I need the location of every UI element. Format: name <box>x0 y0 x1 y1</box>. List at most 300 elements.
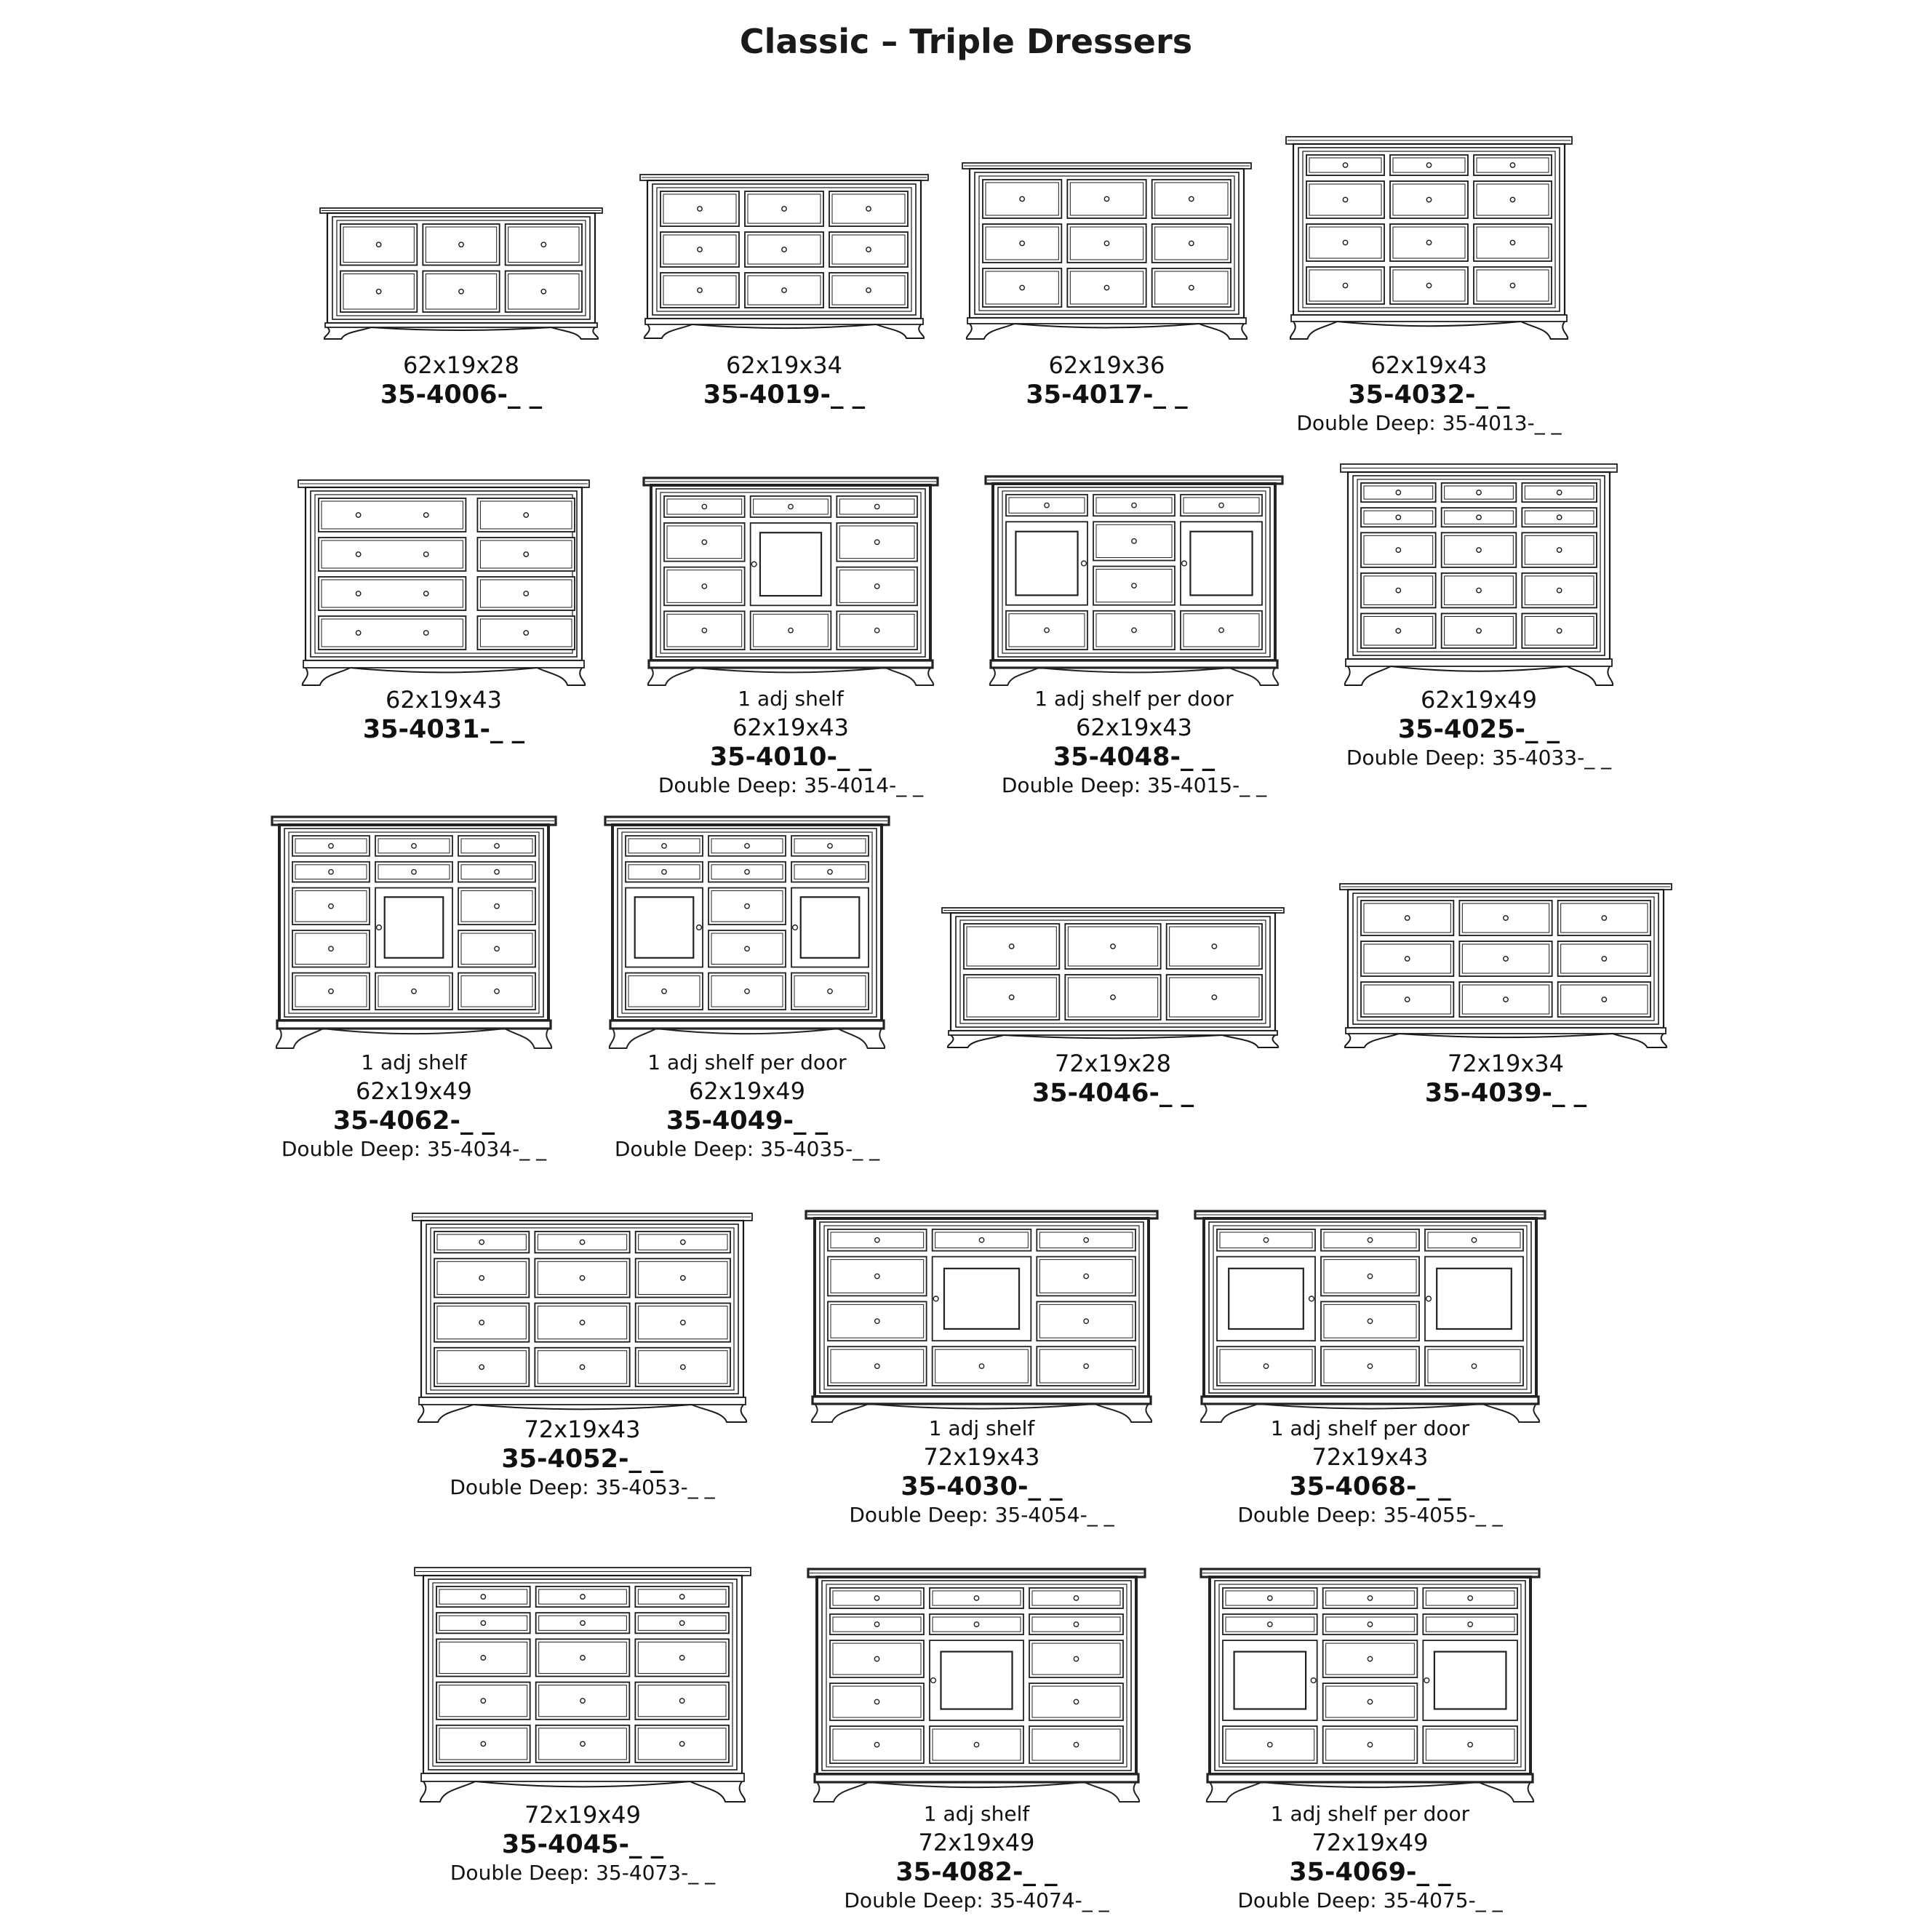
product-sku: 35-4039-_ _ <box>1424 1079 1587 1108</box>
drawer-knob-icon <box>1368 1319 1372 1323</box>
drawer-knob-icon <box>866 207 871 211</box>
drawer-knob-icon <box>828 869 832 874</box>
drawer-knob-icon <box>702 504 706 508</box>
product-dimensions: 62x19x49 <box>688 1077 806 1105</box>
drawer-knob-icon <box>1368 1274 1372 1278</box>
drawer-knob-icon <box>1368 1238 1372 1242</box>
product-caption <box>1240 351 1618 436</box>
product-sku: 35-4082-_ _ <box>895 1858 1058 1887</box>
drawer-knob-icon <box>1009 995 1013 999</box>
drawer-knob-icon <box>1368 1742 1372 1747</box>
drawer-knob-icon <box>1477 548 1481 552</box>
drawer-knob-icon <box>875 1364 879 1368</box>
drawer-knob-icon <box>1368 1622 1372 1626</box>
door-knob-icon <box>751 562 757 567</box>
dresser-legs <box>303 668 585 685</box>
product-item <box>986 476 1282 685</box>
drawer-knob-icon <box>875 1274 879 1278</box>
drawer-knob-icon <box>1268 1742 1272 1747</box>
drawer-knob-icon <box>979 1364 983 1368</box>
dresser-drawing <box>320 208 602 339</box>
product-caption <box>793 1415 1171 1528</box>
drawer-knob-icon <box>1268 1596 1272 1600</box>
product-double-deep: Double Deep: 35-4074-_ _ <box>844 1888 1109 1912</box>
drawer-knob-icon <box>495 869 499 874</box>
drawer-knob-icon <box>479 1276 484 1280</box>
dresser-legs <box>324 327 598 339</box>
drawer-knob-icon <box>541 242 546 247</box>
product-dimensions: 72x19x49 <box>1312 1829 1429 1856</box>
drawer-knob-icon <box>412 844 416 848</box>
product-note: 1 adj shelf per door <box>647 1050 847 1074</box>
product-item <box>298 480 589 685</box>
door-knob-icon <box>1082 561 1087 566</box>
dresser-base <box>610 1021 884 1029</box>
drawer-knob-icon <box>459 290 463 294</box>
drawer-knob-icon <box>1074 1596 1078 1600</box>
drawer-knob-icon <box>580 1594 585 1599</box>
drawer-knob-icon <box>1264 1238 1268 1242</box>
drawer-knob-icon <box>479 1240 484 1244</box>
drawer-knob-icon <box>1396 490 1400 495</box>
dresser-drawing <box>1195 1211 1545 1422</box>
door <box>1181 522 1262 604</box>
drawer-knob-icon <box>874 1622 879 1626</box>
drawer-knob-icon <box>524 552 528 556</box>
dresser-legs <box>644 324 924 338</box>
product-note: 1 adj shelf per door <box>1270 1416 1470 1440</box>
drawer-knob-icon <box>412 989 416 994</box>
product-item <box>1195 1211 1545 1422</box>
drawer-knob-icon <box>356 591 360 596</box>
drawer-knob-icon <box>1557 628 1561 633</box>
product-dimensions: 62x19x49 <box>1420 686 1538 714</box>
drawer-knob-icon <box>1396 548 1400 552</box>
drawer-knob-icon <box>329 869 333 874</box>
product-sku: 35-4069-_ _ <box>1289 1858 1451 1887</box>
drawer-knob-icon <box>874 628 879 632</box>
product-sku: 35-4046-_ _ <box>1031 1079 1194 1108</box>
product-double-deep: Double Deep: 35-4033-_ _ <box>1346 746 1612 770</box>
product-item <box>806 1211 1157 1422</box>
dresser-drawing <box>808 1569 1145 1802</box>
product-dimensions: 72x19x43 <box>524 1416 641 1443</box>
product-sku: 35-4032-_ _ <box>1348 380 1510 410</box>
drawer-knob-icon <box>1405 916 1409 920</box>
door <box>751 523 831 605</box>
drawer-knob-icon <box>424 552 428 556</box>
drawer-knob-icon <box>1468 1742 1472 1747</box>
product-item <box>1286 137 1572 339</box>
drawer-knob-icon <box>1602 997 1606 1002</box>
drawer-knob-icon <box>1189 196 1194 201</box>
drawer-knob-icon <box>698 247 702 252</box>
dresser-drawing <box>412 1213 752 1422</box>
door-knob-icon <box>697 925 702 930</box>
dresser-drawing <box>1286 137 1572 339</box>
drawer-knob-icon <box>1020 241 1024 245</box>
dresser-base <box>645 319 923 324</box>
drawer-knob-icon <box>495 989 499 994</box>
drawer-knob-icon <box>1504 957 1508 961</box>
drawer-knob-icon <box>1264 1364 1268 1368</box>
drawer-knob-icon <box>681 1240 685 1244</box>
drawer-knob-icon <box>1045 503 1049 507</box>
product-caption <box>394 1415 772 1501</box>
drawer-knob-icon <box>1396 515 1400 519</box>
drawer <box>319 577 466 610</box>
product-sku: 35-4068-_ _ <box>1289 1472 1451 1501</box>
drawer-knob-icon <box>1111 944 1115 949</box>
drawer-knob-icon <box>1104 196 1109 201</box>
drawer-knob-icon <box>698 207 702 211</box>
door-knob-icon <box>1311 1678 1316 1683</box>
product-dimensions: 62x19x34 <box>725 351 843 379</box>
dresser-base <box>649 660 933 668</box>
drawer-knob-icon <box>1212 995 1216 999</box>
drawer-knob-icon <box>679 1656 684 1660</box>
drawer-knob-icon <box>481 1699 485 1703</box>
product-item <box>1341 464 1617 685</box>
drawer-knob-icon <box>875 1238 879 1242</box>
drawer-knob-icon <box>789 628 793 632</box>
product-sku: 35-4062-_ _ <box>332 1106 495 1135</box>
drawer-knob-icon <box>329 904 333 909</box>
product-sku: 35-4019-_ _ <box>703 380 866 410</box>
product-sku: 35-4049-_ _ <box>666 1106 829 1135</box>
product-dimensions: 72x19x34 <box>1447 1050 1565 1077</box>
drawer-knob-icon <box>1477 628 1481 633</box>
drawer-knob-icon <box>1510 240 1514 244</box>
drawer-knob-icon <box>1132 628 1136 632</box>
drawer-knob-icon <box>1084 1364 1088 1368</box>
product-caption <box>945 685 1323 799</box>
dresser-drawing <box>640 175 928 338</box>
door-knob-icon <box>1426 1296 1432 1301</box>
drawer-knob-icon <box>1045 628 1049 632</box>
drawer-knob-icon <box>412 869 416 874</box>
drawer-knob-icon <box>481 1621 485 1625</box>
drawer-knob-icon <box>1009 944 1013 949</box>
door-knob-icon <box>1424 1678 1429 1683</box>
drawer-knob-icon <box>874 504 879 508</box>
drawer-knob-icon <box>782 207 786 211</box>
drawer-knob-icon <box>1368 1596 1372 1600</box>
drawer-knob-icon <box>479 1320 484 1325</box>
drawer-knob-icon <box>1602 957 1606 961</box>
dresser-legs <box>1207 1782 1533 1802</box>
door <box>626 888 703 967</box>
drawer-knob-icon <box>1396 588 1400 592</box>
product-item <box>640 175 928 338</box>
drawer-knob-icon <box>1020 196 1024 201</box>
dresser-drawing <box>806 1211 1157 1422</box>
dresser-base <box>1346 1028 1666 1034</box>
product-double-deep: Double Deep: 35-4015-_ _ <box>1001 773 1267 797</box>
product-dimensions: 72x19x49 <box>918 1829 1035 1856</box>
drawer-knob-icon <box>1268 1622 1272 1626</box>
drawer-knob-icon <box>356 552 360 556</box>
dresser-drawing <box>298 480 589 685</box>
drawer-knob-icon <box>1468 1596 1472 1600</box>
drawer-knob-icon <box>1084 1238 1088 1242</box>
door-knob-icon <box>377 925 382 930</box>
product-note: 1 adj shelf per door <box>1270 1802 1470 1826</box>
product-caption <box>595 351 973 410</box>
dresser-legs <box>610 1029 885 1048</box>
drawer-knob-icon <box>1426 283 1431 287</box>
drawer-knob-icon <box>875 1319 879 1323</box>
drawer-knob-icon <box>1557 515 1561 519</box>
drawer-knob-icon <box>329 946 333 951</box>
product-item <box>1201 1569 1539 1802</box>
product-dimensions: 62x19x28 <box>402 351 520 379</box>
drawer-knob-icon <box>1212 944 1216 949</box>
drawer <box>319 616 466 650</box>
drawer-knob-icon <box>1426 240 1431 244</box>
drawer-knob-icon <box>580 1365 584 1369</box>
product-dimensions: 62x19x43 <box>732 714 850 741</box>
drawer-knob-icon <box>782 288 786 292</box>
drawer-knob-icon <box>702 584 706 588</box>
drawer-knob-icon <box>580 1240 584 1244</box>
product-sku: 35-4006-_ _ <box>380 380 543 410</box>
door-knob-icon <box>1309 1296 1314 1301</box>
drawer-knob-icon <box>789 504 793 508</box>
product-note: 1 adj shelf <box>738 687 844 711</box>
drawer-knob-icon <box>828 844 832 848</box>
door <box>1425 1257 1523 1341</box>
product-sku: 35-4031-_ _ <box>362 715 525 744</box>
product-caption <box>918 351 1296 410</box>
product-item <box>272 817 556 1048</box>
product-double-deep: Double Deep: 35-4054-_ _ <box>849 1503 1114 1527</box>
drawer-knob-icon <box>662 844 666 848</box>
drawer-knob-icon <box>1132 503 1136 507</box>
drawer-knob-icon <box>1104 285 1109 290</box>
product-item <box>1340 884 1672 1047</box>
product-double-deep: Double Deep: 35-4035-_ _ <box>614 1137 880 1161</box>
dresser-drawing <box>272 817 556 1048</box>
drawer-knob-icon <box>1074 1622 1078 1626</box>
drawer-knob-icon <box>866 247 871 252</box>
drawer-knob-icon <box>1510 163 1514 167</box>
drawer-knob-icon <box>495 904 499 909</box>
dresser-legs <box>990 668 1278 685</box>
drawer-knob-icon <box>1343 197 1347 201</box>
dresser-base <box>813 1397 1151 1404</box>
drawer-knob-icon <box>681 1276 685 1280</box>
product-dimensions: 72x19x43 <box>1312 1443 1429 1471</box>
product-double-deep: Double Deep: 35-4034-_ _ <box>281 1137 547 1161</box>
drawer-knob-icon <box>874 1742 879 1747</box>
door <box>1006 522 1087 604</box>
product-sku: 35-4030-_ _ <box>901 1472 1063 1501</box>
dresser-base <box>991 660 1277 668</box>
drawer-knob-icon <box>459 242 463 247</box>
dresser-legs <box>276 1029 551 1048</box>
drawer-knob-icon <box>580 1656 585 1660</box>
drawer-knob-icon <box>424 513 428 517</box>
product-double-deep: Double Deep: 35-4053-_ _ <box>450 1475 715 1499</box>
drawer-knob-icon <box>524 513 528 517</box>
door-knob-icon <box>1182 561 1187 566</box>
drawer-knob-icon <box>974 1596 978 1600</box>
drawer-knob-icon <box>479 1365 484 1369</box>
dresser-base <box>419 1397 746 1405</box>
drawer-knob-icon <box>1472 1238 1476 1242</box>
drawer-knob-icon <box>1343 283 1347 287</box>
dresser-base <box>421 1773 744 1781</box>
product-item <box>644 478 938 685</box>
dresser-legs <box>967 324 1247 339</box>
drawer-knob-icon <box>1472 1364 1476 1368</box>
product-dimensions: 62x19x43 <box>385 686 503 714</box>
drawer-knob-icon <box>1343 240 1347 244</box>
drawer-knob-icon <box>1426 197 1431 201</box>
dresser-legs <box>1345 666 1613 685</box>
product-caption <box>1317 1049 1695 1109</box>
drawer-knob-icon <box>481 1594 485 1599</box>
drawer-knob-icon <box>974 1622 978 1626</box>
drawer-knob-icon <box>702 540 706 544</box>
dresser-drawing <box>1201 1569 1539 1802</box>
door <box>791 888 869 967</box>
drawer-knob-icon <box>745 989 749 994</box>
product-dimensions: 62x19x49 <box>355 1077 473 1105</box>
drawer-knob-icon <box>1510 283 1514 287</box>
drawer-knob-icon <box>681 1320 685 1325</box>
drawer-knob-icon <box>1084 1274 1088 1278</box>
drawer-knob-icon <box>424 591 428 596</box>
drawer-knob-icon <box>874 1656 879 1661</box>
drawer-knob-icon <box>1074 1656 1078 1661</box>
drawer-knob-icon <box>376 290 380 294</box>
product-dimensions: 62x19x43 <box>1075 714 1193 741</box>
product-double-deep: Double Deep: 35-4073-_ _ <box>450 1861 716 1885</box>
dresser-legs <box>1290 322 1568 339</box>
door-knob-icon <box>933 1296 938 1301</box>
product-caption <box>394 1800 772 1886</box>
drawer-knob-icon <box>679 1621 684 1625</box>
product-item <box>808 1569 1145 1802</box>
dresser-legs <box>420 1781 745 1802</box>
product-caption <box>924 1049 1302 1109</box>
door-knob-icon <box>931 1678 936 1683</box>
drawer-knob-icon <box>874 1699 879 1704</box>
dresser-base <box>1346 659 1612 666</box>
product-item <box>415 1568 751 1802</box>
drawer-knob-icon <box>662 869 666 874</box>
product-caption <box>1181 1800 1560 1914</box>
product-caption <box>272 351 650 410</box>
product-sku: 35-4010-_ _ <box>709 743 872 772</box>
dresser-drawing <box>644 478 938 685</box>
drawer-knob-icon <box>1405 957 1409 961</box>
drawer-knob-icon <box>874 1596 879 1600</box>
dresser-legs <box>648 668 933 685</box>
door <box>1217 1257 1315 1341</box>
drawer-knob-icon <box>1557 490 1561 495</box>
drawer-knob-icon <box>979 1238 983 1242</box>
drawer-knob-icon <box>1504 916 1508 920</box>
drawer-knob-icon <box>1477 515 1481 519</box>
drawer-knob-icon <box>698 288 702 292</box>
dresser-base <box>1208 1774 1533 1782</box>
dresser-base <box>1291 315 1567 322</box>
drawer-knob-icon <box>1557 548 1561 552</box>
product-sku: 35-4025-_ _ <box>1397 715 1560 744</box>
product-sku: 35-4052-_ _ <box>501 1445 663 1474</box>
drawer-knob-icon <box>828 989 832 994</box>
product-double-deep: Double Deep: 35-4075-_ _ <box>1237 1888 1503 1912</box>
drawer-knob-icon <box>541 290 546 294</box>
drawer-knob-icon <box>1368 1364 1372 1368</box>
drawer-knob-icon <box>1405 997 1409 1002</box>
dresser-drawing <box>942 908 1284 1047</box>
dresser-drawing <box>605 817 889 1048</box>
drawer-knob-icon <box>745 904 749 909</box>
dresser-legs <box>1345 1034 1666 1047</box>
drawer-knob-icon <box>1132 539 1136 543</box>
door-knob-icon <box>793 925 798 930</box>
product-caption <box>1290 685 1668 771</box>
drawer <box>319 538 466 571</box>
dresser-drawing <box>415 1568 751 1802</box>
drawer-knob-icon <box>481 1741 485 1746</box>
product-item <box>942 908 1284 1047</box>
drawer-knob-icon <box>495 844 499 848</box>
drawer <box>319 498 466 532</box>
product-caption <box>558 1049 936 1162</box>
drawer-knob-icon <box>745 946 749 951</box>
dresser-base <box>277 1021 551 1029</box>
drawer-knob-icon <box>356 631 360 635</box>
drawer-knob-icon <box>679 1699 684 1703</box>
drawer-knob-icon <box>974 1742 978 1747</box>
drawer-knob-icon <box>524 631 528 635</box>
product-item <box>412 1213 752 1422</box>
dresser-drawing <box>962 163 1251 339</box>
product-dimensions: 72x19x49 <box>524 1801 642 1829</box>
drawer-knob-icon <box>495 946 499 951</box>
drawer-knob-icon <box>1477 588 1481 592</box>
drawer-knob-icon <box>1104 241 1109 245</box>
drawer-knob-icon <box>329 989 333 994</box>
product-caption <box>225 1049 603 1162</box>
drawer-knob-icon <box>874 584 879 588</box>
drawer-knob-icon <box>866 288 871 292</box>
drawer-knob-icon <box>679 1594 684 1599</box>
product-item <box>320 208 602 339</box>
drawer-knob-icon <box>662 989 666 994</box>
drawer-knob-icon <box>1074 1742 1078 1747</box>
product-note: 1 adj shelf per door <box>1034 687 1234 711</box>
drawer-knob-icon <box>681 1365 685 1369</box>
product-dimensions: 72x19x43 <box>923 1443 1040 1471</box>
drawer-knob-icon <box>580 1621 585 1625</box>
product-caption <box>788 1800 1166 1914</box>
drawer-knob-icon <box>1468 1622 1472 1626</box>
drawer-knob-icon <box>1189 285 1194 290</box>
drawer-knob-icon <box>1396 628 1400 633</box>
page-title: Classic – Triple Dressers <box>739 22 1193 61</box>
dresser-base <box>967 318 1246 324</box>
dresser-drawing <box>986 476 1282 685</box>
product-note: 1 adj shelf <box>928 1416 1035 1440</box>
product-sku: 35-4045-_ _ <box>501 1830 664 1859</box>
drawer-knob-icon <box>1477 490 1481 495</box>
